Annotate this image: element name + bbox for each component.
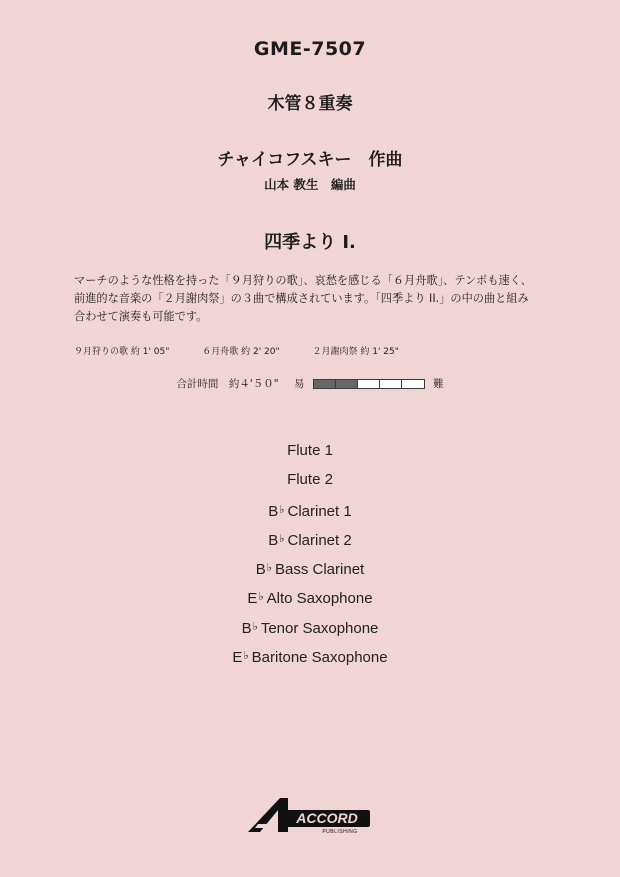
difficulty-row bbox=[0, 376, 620, 391]
total-time-label: 合計時間 約４'５０" bbox=[176, 378, 279, 390]
instrument-name: Alto Saxophone bbox=[266, 590, 373, 608]
difficulty-segment bbox=[358, 380, 380, 388]
instrument-item bbox=[0, 614, 620, 643]
duration-item: ９月狩りの歌 約 1' 05" bbox=[74, 347, 170, 357]
description-line: 合わせて演奏も可能です。 bbox=[74, 310, 208, 323]
flat-symbol-icon: ♭ bbox=[279, 503, 285, 516]
accord-publishing-logo bbox=[240, 796, 380, 836]
instrument-key: B bbox=[268, 531, 279, 549]
instrument-item bbox=[0, 584, 620, 613]
instrumentation-list bbox=[0, 438, 620, 672]
instrument-key: E bbox=[247, 590, 258, 608]
logo-text: ACCORD bbox=[296, 810, 358, 826]
description-line: 前進的な音楽の「２月謝肉祭」の３曲で構成されています。「四季より II.」の中の曲と組み bbox=[74, 292, 529, 305]
instrument-key: B bbox=[255, 561, 266, 579]
arranger-credit: 山本 教生 編曲 bbox=[264, 177, 356, 192]
difficulty-segment bbox=[380, 380, 402, 388]
flat-symbol-icon: ♭ bbox=[252, 620, 258, 633]
difficulty-segment bbox=[402, 380, 424, 388]
instrument-name: Clarinet 1 bbox=[287, 502, 352, 520]
difficulty-segment bbox=[336, 380, 358, 388]
instrument-item bbox=[0, 526, 620, 555]
instrument-key: B bbox=[268, 502, 279, 520]
movement-durations bbox=[74, 344, 399, 357]
instrument-name: Tenor Saxophone bbox=[260, 619, 379, 637]
instrument-name: Flute 1 bbox=[287, 442, 333, 459]
instrument-item bbox=[0, 643, 620, 672]
difficulty-meter bbox=[313, 379, 425, 389]
description bbox=[74, 272, 564, 326]
flat-symbol-icon: ♭ bbox=[258, 591, 264, 604]
duration-item: ６月舟歌 約 2' 20" bbox=[202, 347, 280, 357]
instrument-item bbox=[0, 438, 620, 467]
instrument-name: Baritone Saxophone bbox=[251, 649, 388, 667]
catalog-code: GME-7507 bbox=[253, 38, 367, 60]
instrument-item bbox=[0, 497, 620, 526]
instrument-name: Flute 2 bbox=[287, 471, 333, 489]
instrument-name: Clarinet 2 bbox=[287, 531, 352, 549]
instrument-item bbox=[0, 467, 620, 496]
easy-label: 易 bbox=[293, 378, 305, 390]
piece-title: 四季より I. bbox=[264, 232, 356, 253]
instrument-key: B bbox=[241, 619, 252, 637]
logo-subtext: PUBLISHING bbox=[322, 829, 358, 835]
duration-item: ２月謝肉祭 約 1' 25" bbox=[312, 347, 399, 357]
instrument-name: Bass Clarinet bbox=[275, 561, 365, 579]
flat-symbol-icon: ♭ bbox=[243, 650, 249, 663]
difficulty-segment bbox=[314, 380, 336, 388]
flat-symbol-icon: ♭ bbox=[279, 532, 285, 545]
ensemble-type: 木管８重奏 bbox=[267, 94, 353, 114]
instrument-key: E bbox=[232, 649, 243, 667]
flat-symbol-icon: ♭ bbox=[266, 562, 272, 575]
instrument-item bbox=[0, 555, 620, 584]
composer-credit: チャイコフスキー 作曲 bbox=[217, 150, 403, 170]
hard-label: 難 bbox=[433, 378, 444, 390]
description-line: マーチのような性格を持った「９月狩りの歌」、哀愁を感じる「６月舟歌」、テンポも速く、 bbox=[74, 274, 532, 287]
logo-a-bar bbox=[255, 824, 278, 828]
